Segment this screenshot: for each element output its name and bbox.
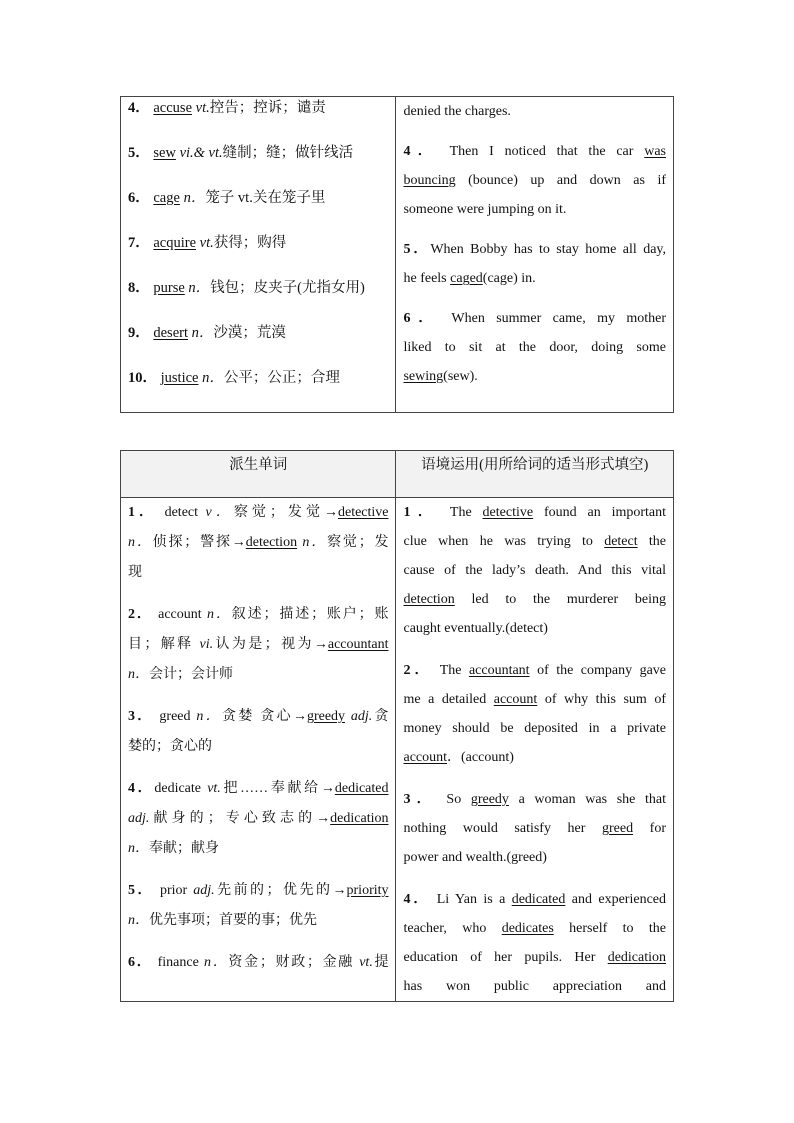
answer: was — [644, 144, 667, 159]
answer: bouncing — [403, 173, 456, 188]
word-meaning: 获得；购得 — [213, 235, 287, 251]
derived-item-5: 5． prior adj.先前的；优先的→priority n．优先事项；首要的事；优先 — [128, 883, 389, 928]
item-number: 4． — [128, 100, 150, 116]
word-item — [128, 232, 388, 254]
word-item — [128, 97, 388, 119]
word-item — [128, 142, 388, 164]
sentence-6: 6． When summer came, my mother liked to sit at the door, doing some sewing(sew). — [403, 311, 667, 384]
item-number: 9． — [128, 325, 150, 341]
word-item — [128, 367, 388, 389]
sentence-5: 5．When Bobby has to stay home all day, he feels caged(cage) in. — [403, 242, 667, 286]
item-number: 5． — [128, 145, 150, 161]
sentence-4: 4． Then I noticed that the car was bouncing (bounce) up and down as if someone were jumping on it. — [403, 144, 667, 217]
derived-item-3: 3． greed n．贪婪 贪心→greedy adj.贪 婪的；贪心的 — [128, 709, 389, 754]
word-meaning: 公平；公正；合理 — [223, 370, 340, 386]
vocab-word: justice — [160, 370, 199, 386]
derived-item-2: 2． account n．叙述；描述；账户；账 目；解释 vi.认为是；视为→accountant n．会计；会计师 — [128, 607, 389, 682]
word-item — [128, 187, 388, 209]
vocab-word: purse — [153, 280, 185, 296]
word-item — [128, 277, 388, 299]
derived-item-4: 4．dedicate vt.把……奉献给→dedicated adj.献身的；专心致志的→dedication n．奉献；献身 — [128, 781, 389, 856]
word-meaning: 笼子 vt.关在笼子里 — [205, 190, 326, 206]
part-of-speech: n． — [202, 370, 224, 386]
vocab-word: desert — [153, 325, 188, 341]
answer: caged — [450, 271, 483, 286]
part-of-speech: n． — [191, 325, 214, 341]
context-sentence-3: 3． So greedy a woman was she that nothing would satisfy her greed for power and wealth.(greed) — [403, 792, 666, 865]
vocab-word: acquire — [153, 235, 197, 251]
item-number: 6． — [128, 190, 150, 206]
word-meaning: 控告；控诉；谴责 — [209, 100, 326, 116]
context-sentences-cell — [396, 498, 674, 1002]
item-number: 10． — [128, 370, 157, 386]
vocab-word: sew — [153, 145, 176, 161]
part-of-speech: vi.& vt. — [179, 145, 223, 161]
context-sentence-4: 4． Li Yan is a dedicated and experienced teacher, who dedicates herself to the education of her pupils. Her dedication has won public appreciation and — [403, 892, 667, 994]
sentence-continuation: denied the charges. — [403, 104, 511, 119]
vocab-word: accuse — [153, 100, 193, 116]
word-meaning: 缝制；缝；做针线活 — [222, 145, 354, 161]
header-context-use: 语境运用(用所给词的适当形式填空) — [396, 451, 674, 498]
vocab-word: cage — [153, 190, 180, 206]
part-of-speech: n． — [188, 280, 211, 296]
answer: sewing — [403, 369, 444, 384]
item-number: 8． — [128, 280, 150, 296]
context-sentence-2: 2． The accountant of the company gave me a detailed account of why this sum of money should be deposited in a private account．(account) — [403, 663, 667, 765]
word-item — [128, 322, 388, 344]
part-of-speech: n． — [183, 190, 206, 206]
item-number: 7． — [128, 235, 150, 251]
context-sentence-1: 1． The detective found an important clue when he was trying to detect the cause of the lady’s death. And this vital detection led to the murderer being caught eventually.(detect) — [403, 505, 667, 636]
sentence-cell — [396, 97, 674, 413]
word-list — [128, 97, 388, 389]
part-of-speech: vt. — [199, 235, 214, 251]
word-meaning: 钱包；皮夹子(尤指女用) — [210, 280, 365, 296]
derived-item-1: 1． detect v．察觉；发觉→detective n．侦探；警探→detection n．察觉；发 现 — [128, 505, 389, 580]
word-list-cell — [121, 97, 396, 413]
vocab-table-1 — [120, 96, 674, 413]
header-derived-words: 派生单词 — [121, 451, 396, 498]
derived-item-6: 6． finance n．资金；财政；金融 vt.提 — [128, 955, 389, 970]
vocab-table-2 — [120, 450, 674, 1002]
word-meaning: 沙漠；荒漠 — [213, 325, 286, 341]
derived-list-cell — [121, 498, 396, 1002]
part-of-speech: vt. — [195, 100, 210, 116]
